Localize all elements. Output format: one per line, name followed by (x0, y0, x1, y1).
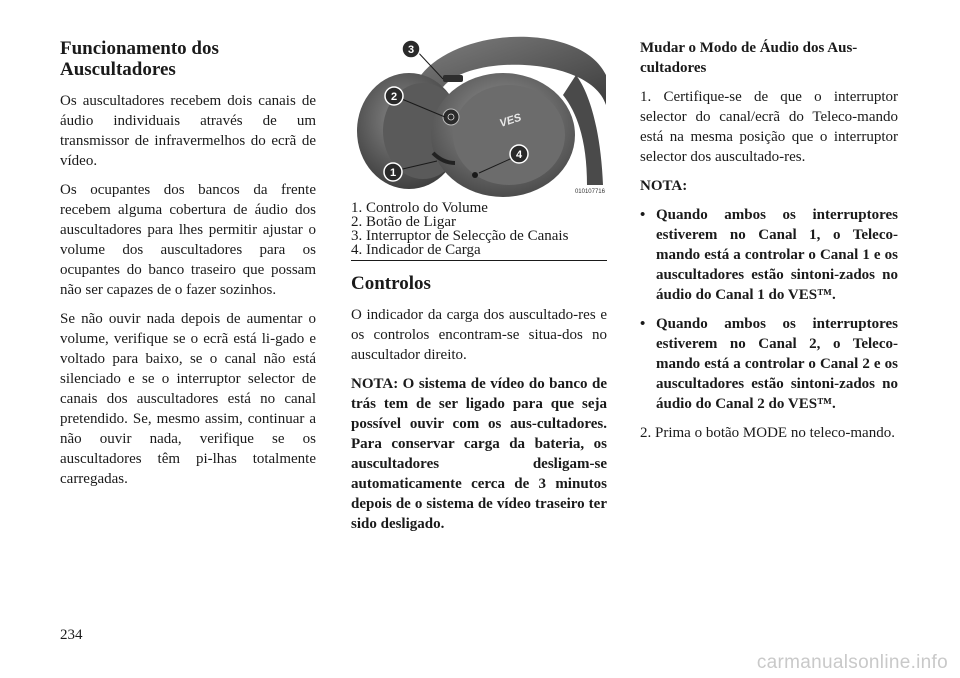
caption-divider (351, 260, 607, 261)
callout-1 (384, 163, 402, 181)
bullet-text-1: Quando ambos os interruptores estiverem no Canal 1, o Teleco-mando está a controlar o Canal 1 e os auscultadores estão sintoni-zados no áudio do Canal 1 do VES™. (656, 207, 898, 303)
caption-4: 4. Indicador de Carga (351, 242, 481, 258)
svg-text:4: 4 (515, 149, 523, 161)
headphone-illustration (351, 35, 607, 199)
paragraph-3: Se não ouvir nada depois de aumentar o volume, verifique se o ecrã está li-gado e voltado para baixo, se o canal não está silenciado e se o interruptor selector de canais dos auscultadores está no canal pretendido. Se, mesmo assim, continuar a não ouvir nada, verifique se os auscultadores têm pi-lhas totalmente carregadas. (60, 311, 316, 487)
audio-mode-heading: Mudar o Modo de Áudio dos Aus-cultadores (640, 40, 858, 76)
caption-2: 2. Botão de Ligar (351, 214, 456, 230)
right-column (640, 38, 898, 452)
bullet-icon: • (640, 316, 646, 332)
paragraph-1: Os auscultadores recebem dois canais de áudio individuais através de um transmissor de infravermelhos do ecrã de vídeo. (60, 93, 316, 169)
svg-text:3: 3 (407, 44, 415, 56)
controls-paragraph: O indicador da carga dos auscultado-res e os controlos encontram-se situa-dos no auscultador direito. (351, 307, 607, 363)
note-bullets (640, 205, 898, 414)
callout-4 (510, 145, 528, 163)
bullet-text-2: Quando ambos os interruptores estiverem no Canal 2, o Teleco-mando está a controlar o Canal 2 e os auscultadores estão sintoni-zados no áudio do Canal 2 do VES™. (656, 316, 898, 412)
controls-note: NOTA: O sistema de vídeo do banco de trás tem de ser ligado para que seja possível ouvir com os aus-cultadores. Para conservar carga da bateria, os auscultadores desligam-se automaticamente cerca de 3 minutos depois de o sistema de vídeo traseiro ter sido desligado. (351, 376, 607, 532)
bullet-icon: • (640, 207, 646, 223)
controls-heading: Controlos (351, 273, 431, 294)
svg-text:1: 1 (389, 167, 397, 179)
figure-captions (351, 201, 607, 257)
middle-column (351, 38, 607, 543)
callout-3 (402, 40, 420, 58)
section-title: Funcionamento dos Auscultadores (60, 38, 219, 80)
paragraph-2: Os ocupantes dos bancos da frente recebem alguma cobertura de áudio dos auscultadores para lhes permitir ajustar o volume dos auscultadores para os ocupantes do banco traseiro que possam não ser capazes de o fazer sozinhos. (60, 182, 316, 298)
callout-2 (385, 87, 403, 105)
brand-mark: VES (498, 111, 523, 130)
step-1: 1. Certifique-se de que o interruptor selector do canal/ecrã do Teleco-mando está na mesma posição que o interruptor selector dos auscultado-res. (640, 89, 898, 165)
svg-text:2: 2 (390, 91, 398, 103)
headphone-figure (351, 35, 607, 199)
bullet-item-2 (640, 314, 898, 414)
watermark: carmanualsonline.info (756, 652, 948, 673)
figure-code: 010107716 (574, 189, 605, 195)
page-number: 234 (60, 627, 83, 643)
caption-3: 3. Interruptor de Selecção de Canais (351, 228, 569, 244)
left-column (60, 38, 316, 498)
bullet-item-1 (640, 205, 898, 305)
caption-1: 1. Controlo do Volume (351, 200, 488, 216)
note-label: NOTA: (640, 178, 688, 194)
step-2: 2. Prima o botão MODE no teleco-mando. (640, 425, 895, 441)
